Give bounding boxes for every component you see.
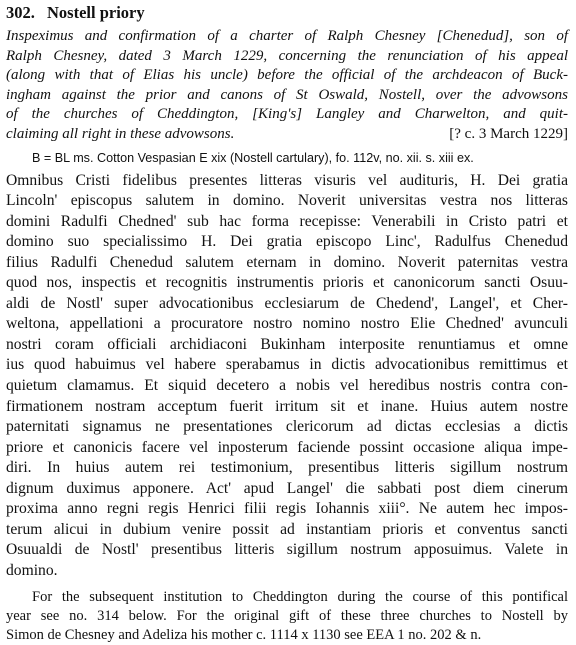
charter-text [6,171,568,582]
entry-summary [6,27,568,145]
charter-line: domino. [6,561,58,579]
entry-heading [6,3,568,23]
summary-line: Inspeximus and confirmation of a charter of Ralph Chesney [Chenedud], son of [6,28,568,44]
note-line: For the subsequent institution to Cheddington during the course of this pontifical [32,588,568,605]
entry-title: Nostell priory [47,3,145,22]
summary-line: Ralph Chesney, dated 3 March 1229, concerning the renunciation of his appeal [6,47,568,64]
note-line: Simon de Chesney and Adeliza his mother c. 1114 x 1130 see EEA 1 no. 202 & n. [6,626,482,643]
summary-date: [? c. 3 March 1229] [449,125,568,142]
summary-line: claiming all right in these advowsons. [6,125,235,142]
charter-line: ius quod habuimus vel habere sperabamus in dictis advocationibus remittimus et [6,356,568,374]
charter-line: terum alicui in dubium venire possit ad instantiam prioris et conventus sancti [6,520,568,538]
charter-line: domini Radulfi Chedned' sub hac forma recepisse: Venerabili in Cristo patri et [6,212,568,230]
charter-line: filius Radulfi Chenedud salutem eternam in domino. Noverit paternitas vestra [6,253,568,271]
charter-line: Omnibus Cristi fidelibus presentes litteras visuris vel audituris, H. Dei gratia [6,171,568,189]
charter-line: quietum clamamus. Et siquid decetero a nobis vel heredibus nostris contra con- [6,377,568,395]
charter-line: nostri coram officiali archidiaconi Bukinham interposite renuntiamus et omne [6,335,568,353]
charter-line: Osuualdi de Nostl' presentibus litteris sigillum nostrum apposuimus. Valete in [6,541,568,559]
summary-last-line [6,125,568,145]
manuscript-source: B = BL ms. Cotton Vespasian E xix (Nostell cartulary), fo. 112v, no. xii. s. xiii ex. [32,150,474,165]
charter-line: priore et canonicis facere vel inposterum faciende possint occasione aliqua impe- [6,438,568,456]
summary-line: (along with that of Elias his uncle) before the official of the archdeacon of Buck- [6,67,568,84]
charter-line: Lincoln' episcopus salutem in domino. Noverit universitas vestra nos litteras [6,192,568,210]
charter-line: diri. In huius autem rei testimonium, presentibus litteris sigillum nostrum [6,459,568,477]
editorial-note [6,588,568,645]
summary-line: ingham against the prior and canons of St Oswald, Nostell, over the advowsons [6,86,568,103]
summary-line: of the churches of Cheddington, [King's] Langley and Charwelton, and quit- [6,106,568,123]
note-line: year see no. 314 below. For the original gift of these three churches to Nostell by [6,607,568,624]
charter-line: aldi de Nostl' super advocationibus ecclesiarum de Chedend', Langel', et Cher- [6,294,568,312]
charter-line: quod nos, inspectis et recognitis instrumentis prioris et canonicorum sancti Osuu- [6,274,568,292]
charter-line: firmationem nostram acceptum fuerit irritum sit et inane. Huius autem nostre [6,397,568,415]
entry-number: 302. [6,3,35,22]
charter-line: weltona, appellationi a procuratore nostro nomino nostro Elie Chedned' avunculi [6,315,568,333]
charter-line: paternitati signamus ne presentationes clericorum ad dictas ecclesias a dictis [6,418,568,436]
charter-line: domino suo specialissimo H. Dei gratia episcopo Linc', Radulfus Chenedud [6,233,568,251]
charter-line: proxima anno regni regis Henrici filii regis Iohannis xiii°. Ne autem hec impos- [6,500,568,518]
charter-line: dignum duximus apponere. Act' apud Langel' die sabbati post diem cinerum [6,479,568,497]
